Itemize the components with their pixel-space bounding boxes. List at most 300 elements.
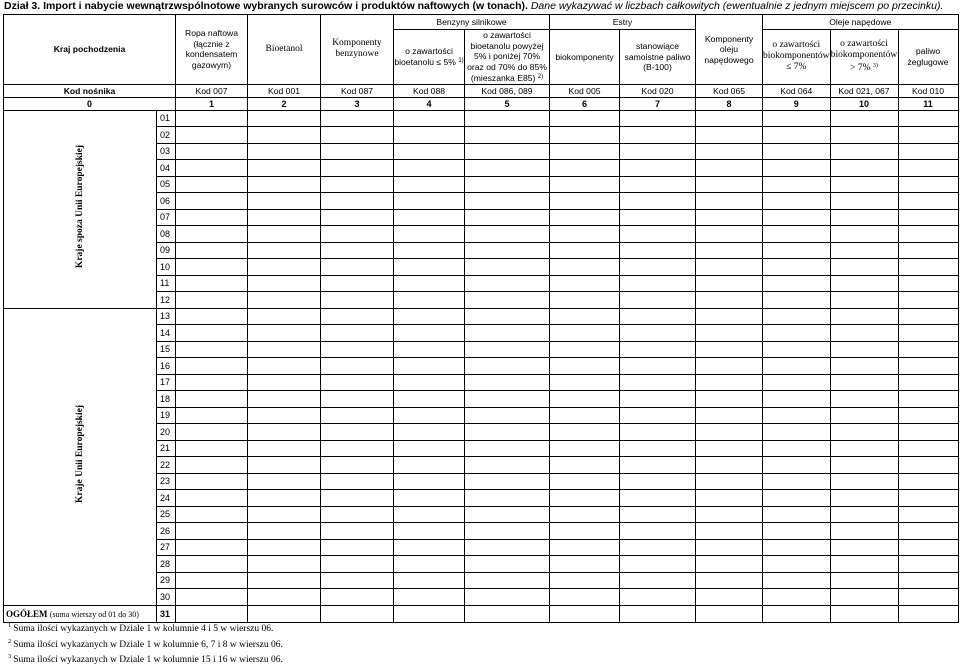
value-cell[interactable] [465,490,550,507]
value-cell[interactable] [696,275,763,292]
value-cell[interactable] [620,292,696,309]
value-cell[interactable] [176,242,248,259]
value-cell[interactable] [465,457,550,474]
total-value-cell[interactable] [898,605,958,622]
value-cell[interactable] [898,127,958,144]
value-cell[interactable] [465,226,550,243]
value-cell[interactable] [763,589,831,606]
value-cell[interactable] [465,176,550,193]
value-cell[interactable] [394,308,465,325]
value-cell[interactable] [898,275,958,292]
value-cell[interactable] [696,407,763,424]
value-cell[interactable] [620,143,696,160]
value-cell[interactable] [620,325,696,342]
value-cell[interactable] [465,407,550,424]
value-cell[interactable] [465,358,550,375]
value-cell[interactable] [763,110,831,127]
value-cell[interactable] [830,275,898,292]
value-cell[interactable] [248,275,321,292]
value-cell[interactable] [321,407,394,424]
value-cell[interactable] [550,457,620,474]
value-cell[interactable] [465,242,550,259]
value-cell[interactable] [176,176,248,193]
value-cell[interactable] [176,308,248,325]
value-cell[interactable] [550,440,620,457]
value-cell[interactable] [830,226,898,243]
value-cell[interactable] [248,292,321,309]
value-cell[interactable] [898,110,958,127]
value-cell[interactable] [394,275,465,292]
value-cell[interactable] [696,457,763,474]
value-cell[interactable] [248,523,321,540]
value-cell[interactable] [830,440,898,457]
value-cell[interactable] [321,275,394,292]
value-cell[interactable] [248,242,321,259]
value-cell[interactable] [394,127,465,144]
value-cell[interactable] [394,556,465,573]
value-cell[interactable] [248,110,321,127]
value-cell[interactable] [394,110,465,127]
value-cell[interactable] [248,490,321,507]
value-cell[interactable] [321,209,394,226]
value-cell[interactable] [898,242,958,259]
value-cell[interactable] [465,160,550,177]
value-cell[interactable] [696,193,763,210]
value-cell[interactable] [763,209,831,226]
value-cell[interactable] [620,407,696,424]
value-cell[interactable] [248,193,321,210]
value-cell[interactable] [763,572,831,589]
value-cell[interactable] [321,341,394,358]
value-cell[interactable] [465,259,550,276]
value-cell[interactable] [830,506,898,523]
value-cell[interactable] [465,110,550,127]
value-cell[interactable] [248,226,321,243]
value-cell[interactable] [550,275,620,292]
value-cell[interactable] [465,523,550,540]
value-cell[interactable] [550,259,620,276]
value-cell[interactable] [696,391,763,408]
value-cell[interactable] [696,440,763,457]
value-cell[interactable] [898,193,958,210]
value-cell[interactable] [465,473,550,490]
value-cell[interactable] [696,292,763,309]
value-cell[interactable] [550,358,620,375]
value-cell[interactable] [550,209,620,226]
value-cell[interactable] [394,457,465,474]
value-cell[interactable] [763,391,831,408]
value-cell[interactable] [696,127,763,144]
value-cell[interactable] [763,457,831,474]
value-cell[interactable] [696,176,763,193]
value-cell[interactable] [763,325,831,342]
value-cell[interactable] [176,407,248,424]
value-cell[interactable] [620,473,696,490]
value-cell[interactable] [830,523,898,540]
value-cell[interactable] [763,143,831,160]
value-cell[interactable] [620,193,696,210]
value-cell[interactable] [696,523,763,540]
value-cell[interactable] [620,556,696,573]
value-cell[interactable] [620,176,696,193]
value-cell[interactable] [176,325,248,342]
value-cell[interactable] [898,572,958,589]
total-value-cell[interactable] [465,605,550,622]
value-cell[interactable] [898,308,958,325]
value-cell[interactable] [620,572,696,589]
value-cell[interactable] [620,110,696,127]
value-cell[interactable] [763,176,831,193]
value-cell[interactable] [550,391,620,408]
value-cell[interactable] [763,407,831,424]
value-cell[interactable] [394,358,465,375]
value-cell[interactable] [763,374,831,391]
value-cell[interactable] [248,143,321,160]
value-cell[interactable] [321,374,394,391]
value-cell[interactable] [394,407,465,424]
value-cell[interactable] [830,143,898,160]
value-cell[interactable] [248,176,321,193]
value-cell[interactable] [394,424,465,441]
value-cell[interactable] [550,226,620,243]
value-cell[interactable] [394,490,465,507]
value-cell[interactable] [394,440,465,457]
value-cell[interactable] [465,374,550,391]
value-cell[interactable] [394,523,465,540]
value-cell[interactable] [830,308,898,325]
value-cell[interactable] [321,226,394,243]
value-cell[interactable] [394,143,465,160]
value-cell[interactable] [321,127,394,144]
value-cell[interactable] [248,325,321,342]
value-cell[interactable] [898,209,958,226]
value-cell[interactable] [176,572,248,589]
value-cell[interactable] [176,259,248,276]
value-cell[interactable] [620,209,696,226]
total-value-cell[interactable] [550,605,620,622]
value-cell[interactable] [321,325,394,342]
value-cell[interactable] [394,539,465,556]
value-cell[interactable] [465,424,550,441]
value-cell[interactable] [763,539,831,556]
value-cell[interactable] [550,292,620,309]
value-cell[interactable] [620,424,696,441]
value-cell[interactable] [620,539,696,556]
value-cell[interactable] [550,325,620,342]
value-cell[interactable] [696,325,763,342]
value-cell[interactable] [830,127,898,144]
value-cell[interactable] [763,160,831,177]
value-cell[interactable] [550,143,620,160]
value-cell[interactable] [465,209,550,226]
value-cell[interactable] [898,457,958,474]
value-cell[interactable] [176,391,248,408]
value-cell[interactable] [696,473,763,490]
value-cell[interactable] [394,176,465,193]
value-cell[interactable] [176,374,248,391]
value-cell[interactable] [176,226,248,243]
total-value-cell[interactable] [830,605,898,622]
value-cell[interactable] [830,391,898,408]
value-cell[interactable] [176,193,248,210]
value-cell[interactable] [321,193,394,210]
value-cell[interactable] [176,209,248,226]
value-cell[interactable] [248,127,321,144]
value-cell[interactable] [898,292,958,309]
value-cell[interactable] [394,325,465,342]
value-cell[interactable] [248,358,321,375]
value-cell[interactable] [394,391,465,408]
value-cell[interactable] [696,572,763,589]
value-cell[interactable] [898,506,958,523]
value-cell[interactable] [763,440,831,457]
value-cell[interactable] [696,539,763,556]
value-cell[interactable] [465,143,550,160]
value-cell[interactable] [898,176,958,193]
value-cell[interactable] [620,226,696,243]
value-cell[interactable] [550,242,620,259]
value-cell[interactable] [898,407,958,424]
value-cell[interactable] [830,325,898,342]
value-cell[interactable] [248,259,321,276]
total-value-cell[interactable] [620,605,696,622]
value-cell[interactable] [620,275,696,292]
total-value-cell[interactable] [763,605,831,622]
value-cell[interactable] [763,292,831,309]
value-cell[interactable] [763,358,831,375]
value-cell[interactable] [620,341,696,358]
value-cell[interactable] [248,341,321,358]
value-cell[interactable] [176,473,248,490]
value-cell[interactable] [176,589,248,606]
value-cell[interactable] [830,374,898,391]
value-cell[interactable] [830,209,898,226]
value-cell[interactable] [176,341,248,358]
value-cell[interactable] [696,358,763,375]
value-cell[interactable] [696,490,763,507]
value-cell[interactable] [696,209,763,226]
value-cell[interactable] [248,160,321,177]
value-cell[interactable] [321,143,394,160]
value-cell[interactable] [321,490,394,507]
value-cell[interactable] [830,424,898,441]
value-cell[interactable] [830,473,898,490]
value-cell[interactable] [696,308,763,325]
value-cell[interactable] [696,589,763,606]
value-cell[interactable] [248,572,321,589]
value-cell[interactable] [550,374,620,391]
value-cell[interactable] [248,308,321,325]
value-cell[interactable] [830,407,898,424]
value-cell[interactable] [321,391,394,408]
value-cell[interactable] [465,127,550,144]
value-cell[interactable] [321,589,394,606]
value-cell[interactable] [763,226,831,243]
value-cell[interactable] [248,391,321,408]
total-value-cell[interactable] [394,605,465,622]
value-cell[interactable] [176,127,248,144]
value-cell[interactable] [763,490,831,507]
value-cell[interactable] [394,259,465,276]
value-cell[interactable] [550,407,620,424]
value-cell[interactable] [550,308,620,325]
value-cell[interactable] [696,374,763,391]
value-cell[interactable] [763,341,831,358]
value-cell[interactable] [394,209,465,226]
value-cell[interactable] [898,391,958,408]
value-cell[interactable] [620,259,696,276]
value-cell[interactable] [550,473,620,490]
value-cell[interactable] [550,523,620,540]
value-cell[interactable] [620,506,696,523]
value-cell[interactable] [620,490,696,507]
value-cell[interactable] [898,440,958,457]
value-cell[interactable] [696,506,763,523]
value-cell[interactable] [321,440,394,457]
value-cell[interactable] [830,589,898,606]
value-cell[interactable] [321,160,394,177]
value-cell[interactable] [550,539,620,556]
value-cell[interactable] [550,110,620,127]
value-cell[interactable] [321,292,394,309]
value-cell[interactable] [176,275,248,292]
value-cell[interactable] [176,110,248,127]
value-cell[interactable] [465,440,550,457]
value-cell[interactable] [620,589,696,606]
value-cell[interactable] [620,160,696,177]
value-cell[interactable] [321,358,394,375]
value-cell[interactable] [394,589,465,606]
value-cell[interactable] [898,341,958,358]
value-cell[interactable] [176,440,248,457]
value-cell[interactable] [898,424,958,441]
value-cell[interactable] [176,160,248,177]
value-cell[interactable] [696,341,763,358]
value-cell[interactable] [620,358,696,375]
value-cell[interactable] [550,176,620,193]
value-cell[interactable] [321,424,394,441]
value-cell[interactable] [830,176,898,193]
value-cell[interactable] [763,127,831,144]
value-cell[interactable] [176,490,248,507]
value-cell[interactable] [321,176,394,193]
value-cell[interactable] [248,457,321,474]
value-cell[interactable] [898,325,958,342]
value-cell[interactable] [830,110,898,127]
value-cell[interactable] [898,539,958,556]
value-cell[interactable] [248,589,321,606]
total-value-cell[interactable] [321,605,394,622]
value-cell[interactable] [550,341,620,358]
value-cell[interactable] [830,572,898,589]
value-cell[interactable] [550,589,620,606]
value-cell[interactable] [830,292,898,309]
value-cell[interactable] [321,259,394,276]
value-cell[interactable] [394,341,465,358]
value-cell[interactable] [394,473,465,490]
value-cell[interactable] [620,127,696,144]
value-cell[interactable] [465,308,550,325]
value-cell[interactable] [465,275,550,292]
value-cell[interactable] [321,556,394,573]
value-cell[interactable] [830,490,898,507]
value-cell[interactable] [394,242,465,259]
value-cell[interactable] [465,556,550,573]
value-cell[interactable] [620,308,696,325]
value-cell[interactable] [763,259,831,276]
value-cell[interactable] [898,490,958,507]
value-cell[interactable] [830,242,898,259]
value-cell[interactable] [550,160,620,177]
value-cell[interactable] [465,539,550,556]
value-cell[interactable] [620,391,696,408]
value-cell[interactable] [696,160,763,177]
value-cell[interactable] [176,292,248,309]
value-cell[interactable] [176,457,248,474]
value-cell[interactable] [176,424,248,441]
value-cell[interactable] [898,143,958,160]
value-cell[interactable] [321,539,394,556]
value-cell[interactable] [830,358,898,375]
value-cell[interactable] [248,440,321,457]
value-cell[interactable] [248,556,321,573]
value-cell[interactable] [394,374,465,391]
value-cell[interactable] [465,572,550,589]
value-cell[interactable] [550,127,620,144]
value-cell[interactable] [394,226,465,243]
value-cell[interactable] [465,589,550,606]
value-cell[interactable] [321,242,394,259]
value-cell[interactable] [830,457,898,474]
value-cell[interactable] [696,556,763,573]
value-cell[interactable] [620,523,696,540]
value-cell[interactable] [248,506,321,523]
value-cell[interactable] [620,440,696,457]
value-cell[interactable] [176,523,248,540]
value-cell[interactable] [176,539,248,556]
value-cell[interactable] [830,160,898,177]
value-cell[interactable] [696,242,763,259]
value-cell[interactable] [465,506,550,523]
value-cell[interactable] [465,325,550,342]
value-cell[interactable] [465,391,550,408]
value-cell[interactable] [898,160,958,177]
value-cell[interactable] [248,374,321,391]
value-cell[interactable] [898,556,958,573]
value-cell[interactable] [465,193,550,210]
value-cell[interactable] [550,572,620,589]
total-value-cell[interactable] [696,605,763,622]
value-cell[interactable] [763,523,831,540]
value-cell[interactable] [696,143,763,160]
value-cell[interactable] [321,523,394,540]
value-cell[interactable] [696,424,763,441]
value-cell[interactable] [763,242,831,259]
value-cell[interactable] [898,523,958,540]
value-cell[interactable] [830,259,898,276]
value-cell[interactable] [830,341,898,358]
value-cell[interactable] [763,193,831,210]
value-cell[interactable] [696,110,763,127]
value-cell[interactable] [321,506,394,523]
value-cell[interactable] [321,308,394,325]
value-cell[interactable] [550,424,620,441]
value-cell[interactable] [550,506,620,523]
value-cell[interactable] [763,308,831,325]
value-cell[interactable] [394,572,465,589]
value-cell[interactable] [763,473,831,490]
value-cell[interactable] [898,374,958,391]
